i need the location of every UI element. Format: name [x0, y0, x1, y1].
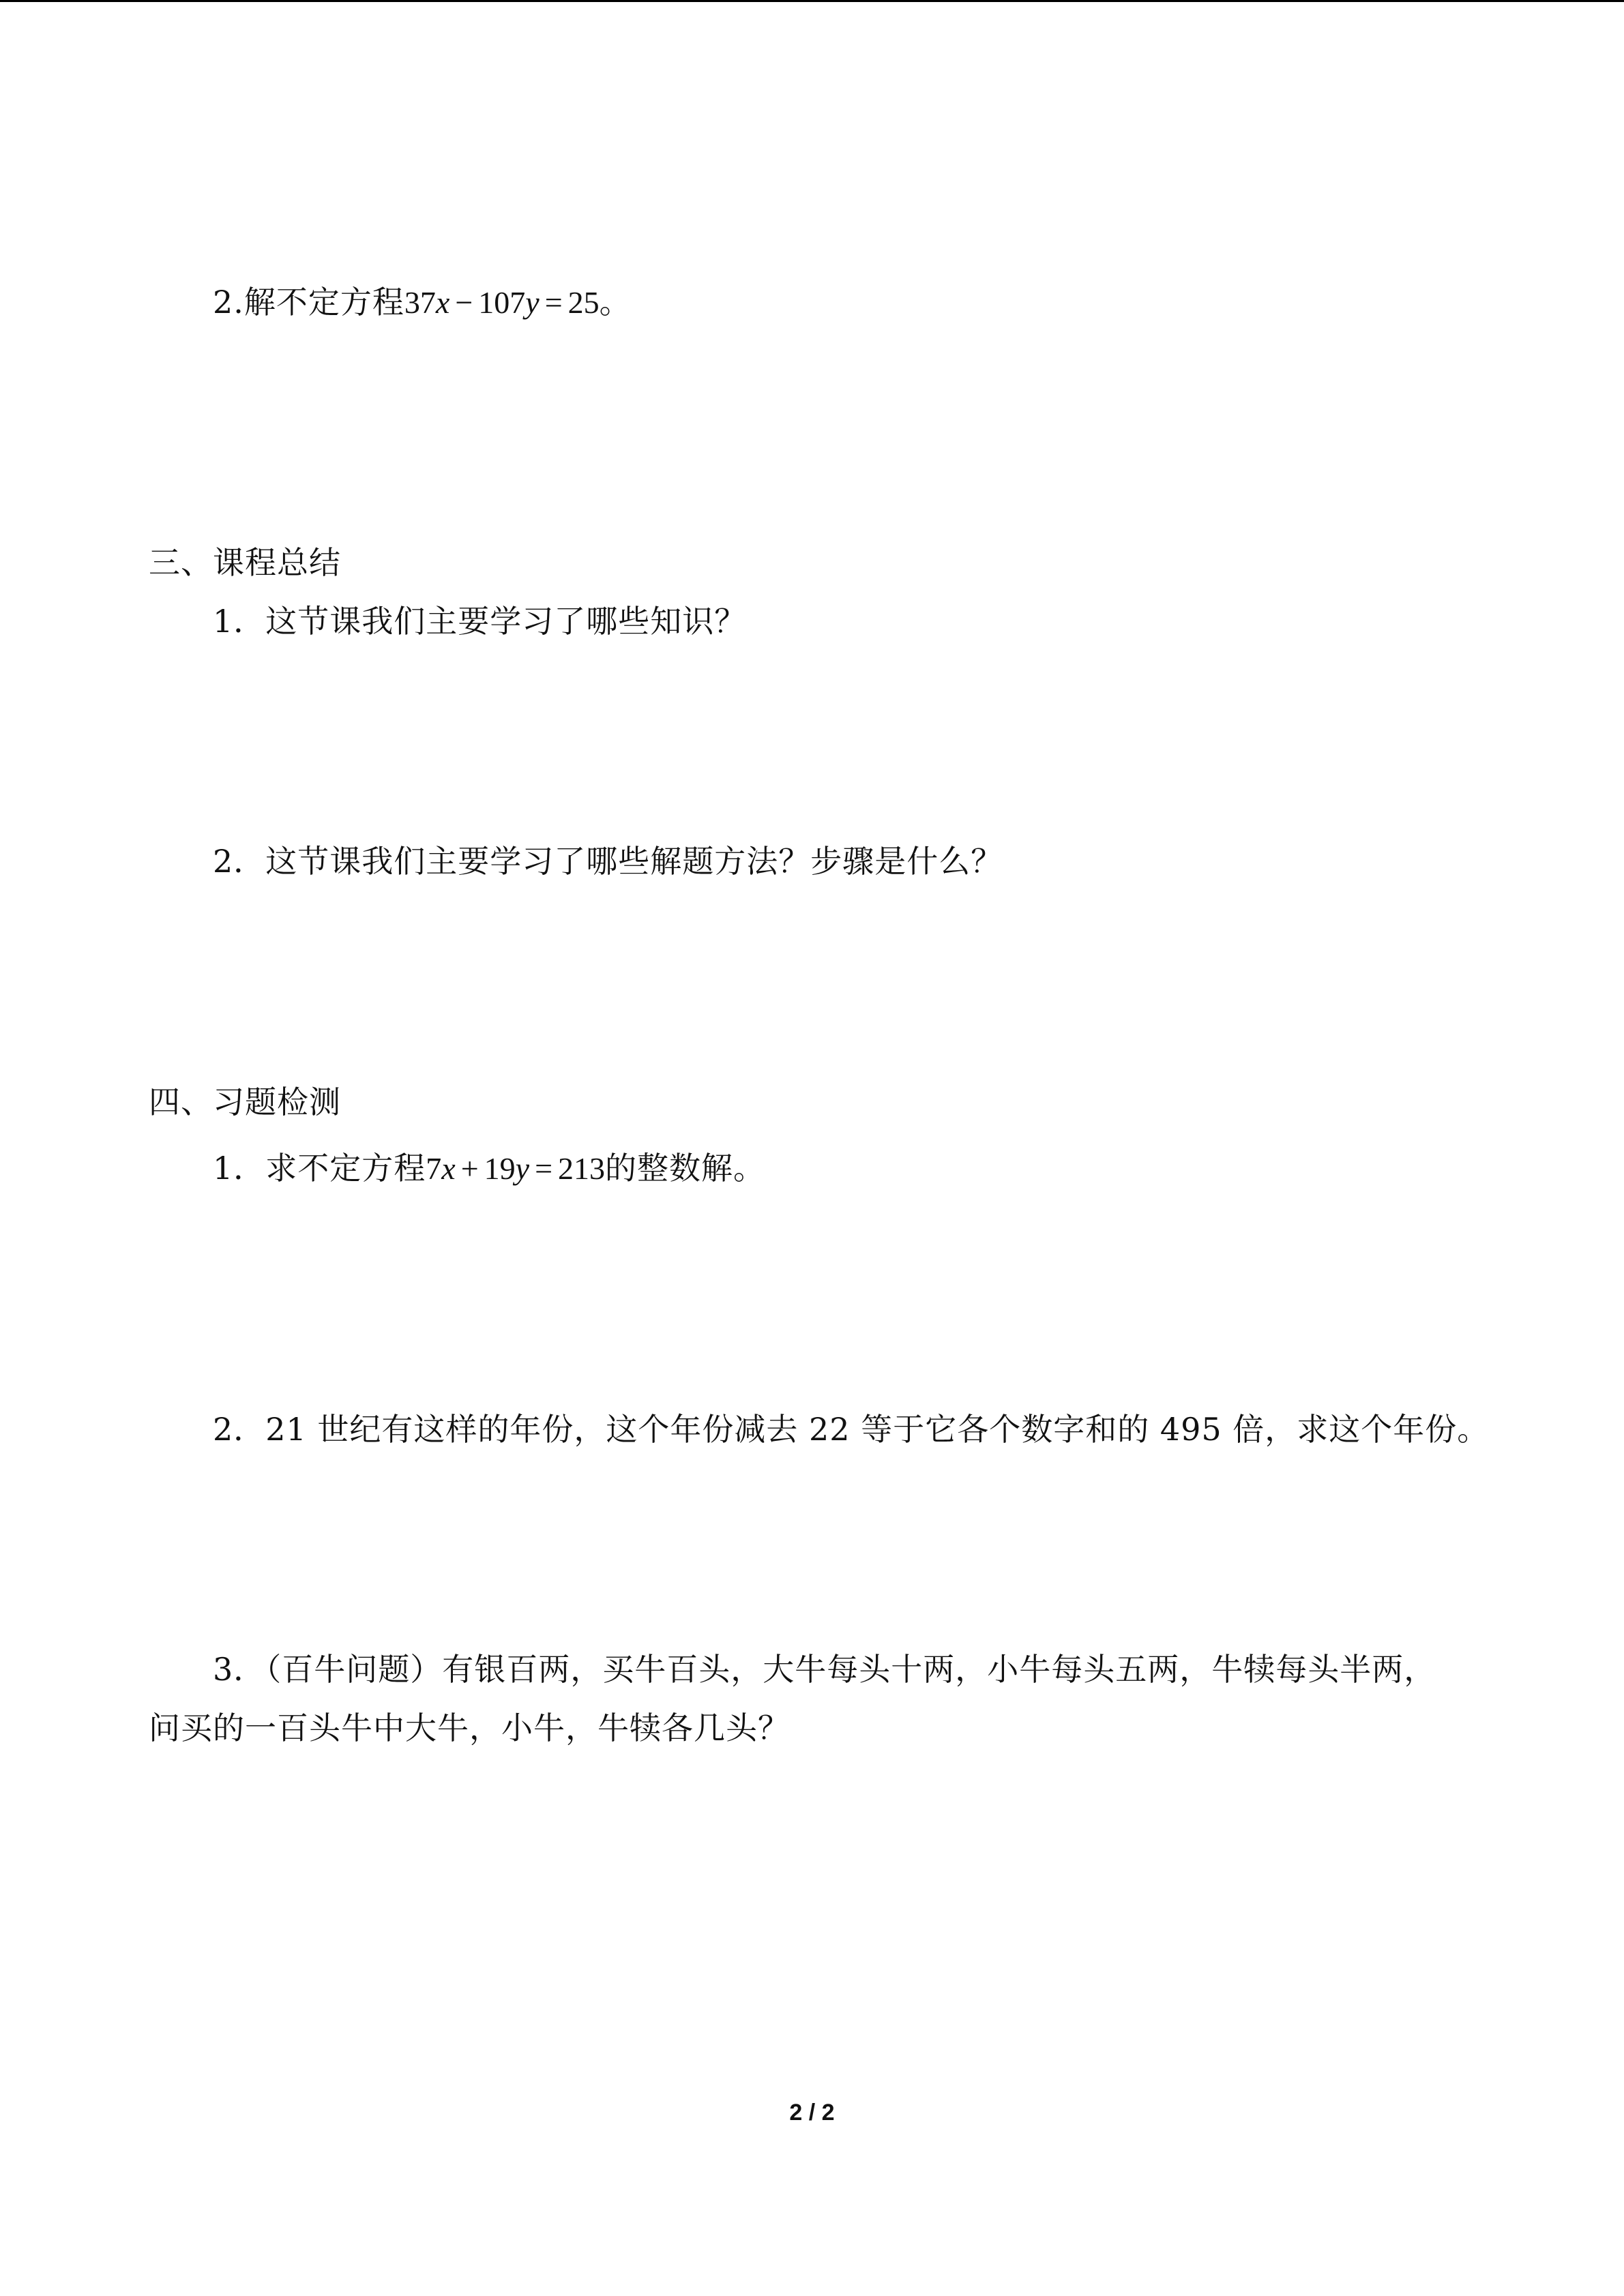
problem-2-prefix: 2.解不定方程	[213, 284, 404, 320]
section-3-heading: 三、课程总结	[149, 544, 341, 581]
section-4-question-1	[213, 1148, 765, 1189]
eq-equals: =	[544, 285, 563, 320]
problem-2-line	[213, 282, 632, 323]
eq-coef-a: 7	[426, 1151, 442, 1186]
eq-var-x: x	[435, 285, 450, 320]
section-4-q1-suffix: 的整数解。	[605, 1150, 766, 1187]
section-4-question-2: 2．21 世纪有这样的年份，这个年份减去 22 等于它各个数字和的 495 倍，求这个年份。	[213, 1411, 1490, 1448]
eq-var-y: y	[525, 285, 540, 320]
eq-coef-b: 107	[478, 285, 526, 320]
section-3-question-1: 1．这节课我们主要学习了哪些知识？	[213, 603, 747, 640]
eq-coef-a: 37	[404, 285, 436, 320]
section-3-question-2: 2．这节课我们主要学习了哪些解题方法？步骤是什么？	[213, 843, 1003, 880]
eq-rhs: 213	[558, 1151, 606, 1186]
page-number: 2 / 2	[789, 2100, 835, 2126]
problem-2-suffix: 。	[599, 284, 632, 320]
section-4-heading: 四、习题检测	[149, 1084, 341, 1120]
eq-var-y: y	[515, 1151, 530, 1186]
eq-operator: +	[460, 1151, 479, 1186]
section-4-q1-prefix: 1．求不定方程	[213, 1150, 426, 1187]
eq-var-x: x	[441, 1151, 456, 1186]
eq-coef-b: 19	[484, 1151, 516, 1186]
section-4-question-3-line-2: 问买的一百头牛中大牛，小牛，牛犊各几头？	[149, 1710, 790, 1746]
problem-2-equation	[404, 285, 600, 320]
eq-operator: −	[455, 285, 473, 320]
section-4-q1-equation	[426, 1151, 605, 1186]
eq-rhs: 25	[567, 285, 600, 320]
section-4-question-3-line-1: 3．（百牛问题）有银百两，买牛百头，大牛每头十两，小牛每头五两，牛犊每头半两，	[213, 1651, 1436, 1688]
eq-equals: =	[535, 1151, 553, 1186]
